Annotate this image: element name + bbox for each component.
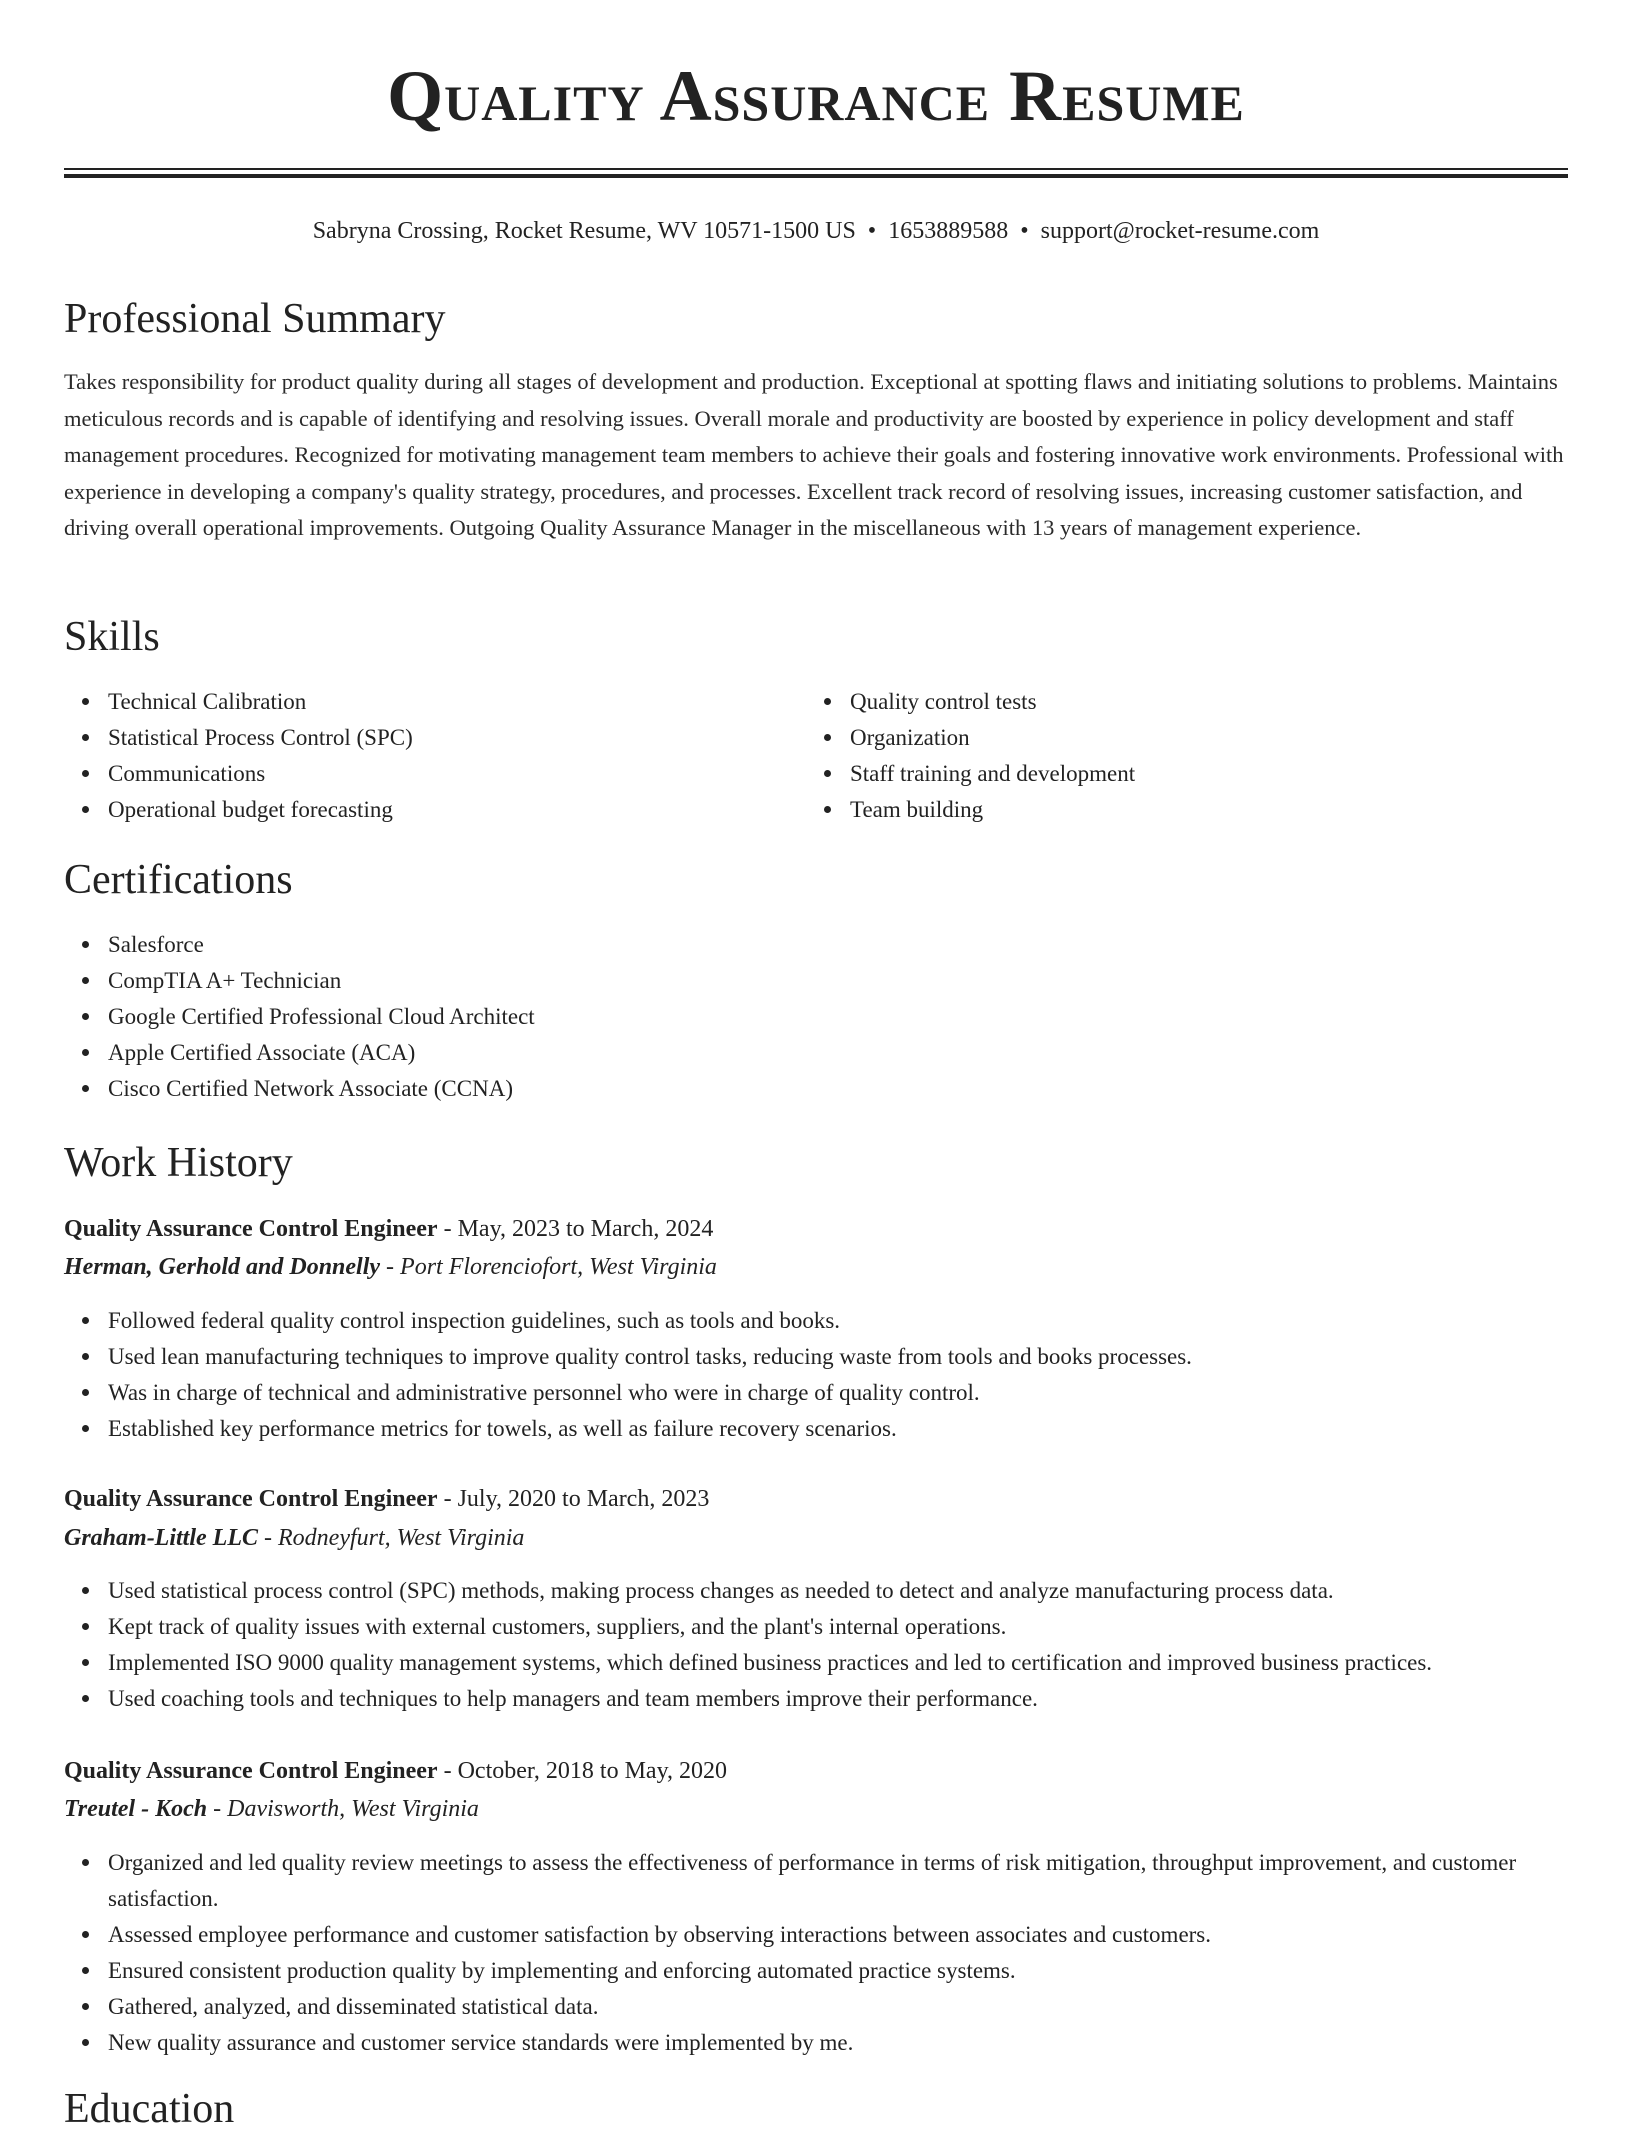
summary-text: Takes responsibility for product quality during all stages of development and production. Exceptional at spotting flaws and initiating solutions to problems. Maintains meticulous records and is capable of identifying and resolving issues. Overall morale and productivity are boosted by experience in policy development and staff management procedures. Recognized for motivating management team members to achieve their goals and fostering innovative work environments. Professional with experience in developing a company's quality strategy, procedures, and processes. Excellent track record of resolving issues, increasing customer satisfaction, and driving overall operational improvements. Outgoing Quality Assurance Manager in the miscellaneous with 13 years of management experience. bbox=[64, 369, 1564, 540]
page-title: Quality Assurance Resume bbox=[387, 56, 1245, 136]
job-company-line: Graham-Little LLC - Rodneyfurt, West Virginia bbox=[64, 1525, 525, 1551]
job-company: Graham-Little LLC bbox=[64, 1525, 258, 1551]
certification-item: Cisco Certified Network Associate (CCNA) bbox=[108, 1071, 1568, 1107]
job-location: Port Florenciofort, West Virginia bbox=[400, 1254, 717, 1280]
job-bullet: New quality assurance and customer service standards were implemented by me. bbox=[108, 2025, 1568, 2061]
skills-list-left bbox=[64, 684, 808, 828]
job-title: Quality Assurance Control Engineer bbox=[64, 1486, 438, 1512]
job-bullet: Organized and led quality review meetings to assess the effectiveness of performance in terms of risk mitigation, throughput improvement, and customer satisfaction. bbox=[108, 1845, 1568, 1917]
job-bullet: Followed federal quality control inspection guidelines, such as tools and books. bbox=[108, 1303, 1568, 1339]
job-bullet: Gathered, analyzed, and disseminated statistical data. bbox=[108, 1989, 1568, 2025]
job-bullet: Used lean manufacturing techniques to improve quality control tasks, reducing waste from tools and books processes. bbox=[108, 1339, 1568, 1375]
certification-item: Apple Certified Associate (ACA) bbox=[108, 1035, 1568, 1071]
certification-item: Google Certified Professional Cloud Architect bbox=[108, 999, 1568, 1035]
job-company-line: Herman, Gerhold and Donnelly - Port Florenciofort, West Virginia bbox=[64, 1254, 717, 1280]
job-dates: July, 2020 to March, 2023 bbox=[457, 1486, 710, 1512]
job-location: Davisworth, West Virginia bbox=[227, 1796, 479, 1822]
work-history-heading: Work History bbox=[64, 1140, 293, 1186]
job-company-line: Treutel - Koch - Davisworth, West Virginia bbox=[64, 1796, 479, 1822]
job-title-line: Quality Assurance Control Engineer - October, 2018 to May, 2020 bbox=[64, 1758, 728, 1784]
job-title: Quality Assurance Control Engineer bbox=[64, 1216, 438, 1242]
job-bullets bbox=[64, 1303, 1568, 1447]
job-bullet: Used coaching tools and techniques to help managers and team members improve their performance. bbox=[108, 1681, 1588, 1717]
title-divider-thin bbox=[64, 168, 1568, 170]
contact-email: support@rocket-resume.com bbox=[1040, 218, 1320, 244]
skill-item: Technical Calibration bbox=[108, 684, 808, 720]
job-title: Quality Assurance Control Engineer bbox=[64, 1758, 438, 1784]
skill-item: Operational budget forecasting bbox=[108, 792, 808, 828]
contact-line bbox=[64, 214, 1568, 248]
job-bullet: Was in charge of technical and administrative personnel who were in charge of quality control. bbox=[108, 1375, 1568, 1411]
job-bullet: Used statistical process control (SPC) methods, making process changes as needed to detect and analyze manufacturing process data. bbox=[108, 1573, 1588, 1609]
resume-page bbox=[64, 0, 1568, 2132]
certifications-list bbox=[64, 927, 1568, 1107]
skill-item: Quality control tests bbox=[850, 684, 1550, 720]
job-company: Treutel - Koch bbox=[64, 1796, 208, 1822]
job-bullet: Implemented ISO 9000 quality management systems, which defined business practices and led to certification and improved business practices. bbox=[108, 1645, 1588, 1681]
skill-item: Team building bbox=[850, 792, 1550, 828]
skill-item: Statistical Process Control (SPC) bbox=[108, 720, 808, 756]
skill-item: Communications bbox=[108, 756, 808, 792]
certification-item: CompTIA A+ Technician bbox=[108, 963, 1568, 999]
skill-item: Organization bbox=[850, 720, 1550, 756]
job-bullet: Assessed employee performance and customer satisfaction by observing interactions between associates and customers. bbox=[108, 1917, 1568, 1953]
job-company: Herman, Gerhold and Donnelly bbox=[64, 1254, 381, 1280]
skill-item: Staff training and development bbox=[850, 756, 1550, 792]
contact-address: Sabryna Crossing, Rocket Resume, WV 10571-1500 US bbox=[312, 218, 856, 244]
education-heading: Education bbox=[64, 2086, 235, 2132]
title-divider-thick bbox=[64, 174, 1568, 178]
job-bullets bbox=[64, 1845, 1568, 2061]
certifications-heading: Certifications bbox=[64, 857, 293, 903]
certification-item: Salesforce bbox=[108, 927, 1568, 963]
job-title-line: Quality Assurance Control Engineer - July, 2020 to March, 2023 bbox=[64, 1486, 710, 1512]
job-dates: May, 2023 to March, 2024 bbox=[457, 1216, 714, 1242]
job-bullet: Ensured consistent production quality by implementing and enforcing automated practice systems. bbox=[108, 1953, 1568, 1989]
job-bullet: Established key performance metrics for towels, as well as failure recovery scenarios. bbox=[108, 1411, 1568, 1447]
contact-separator: • bbox=[1020, 218, 1029, 244]
contact-phone: 1653889588 bbox=[888, 218, 1009, 244]
job-location: Rodneyfurt, West Virginia bbox=[278, 1525, 525, 1551]
job-title-line: Quality Assurance Control Engineer - May, 2023 to March, 2024 bbox=[64, 1216, 714, 1242]
job-bullet: Kept track of quality issues with external customers, suppliers, and the plant's internal operations. bbox=[108, 1609, 1588, 1645]
job-bullets bbox=[64, 1573, 1588, 1717]
summary-heading: Professional Summary bbox=[64, 296, 446, 342]
skills-list-right bbox=[806, 684, 1550, 828]
contact-separator: • bbox=[867, 218, 877, 244]
skills-heading: Skills bbox=[64, 614, 160, 660]
job-dates: October, 2018 to May, 2020 bbox=[457, 1758, 728, 1784]
